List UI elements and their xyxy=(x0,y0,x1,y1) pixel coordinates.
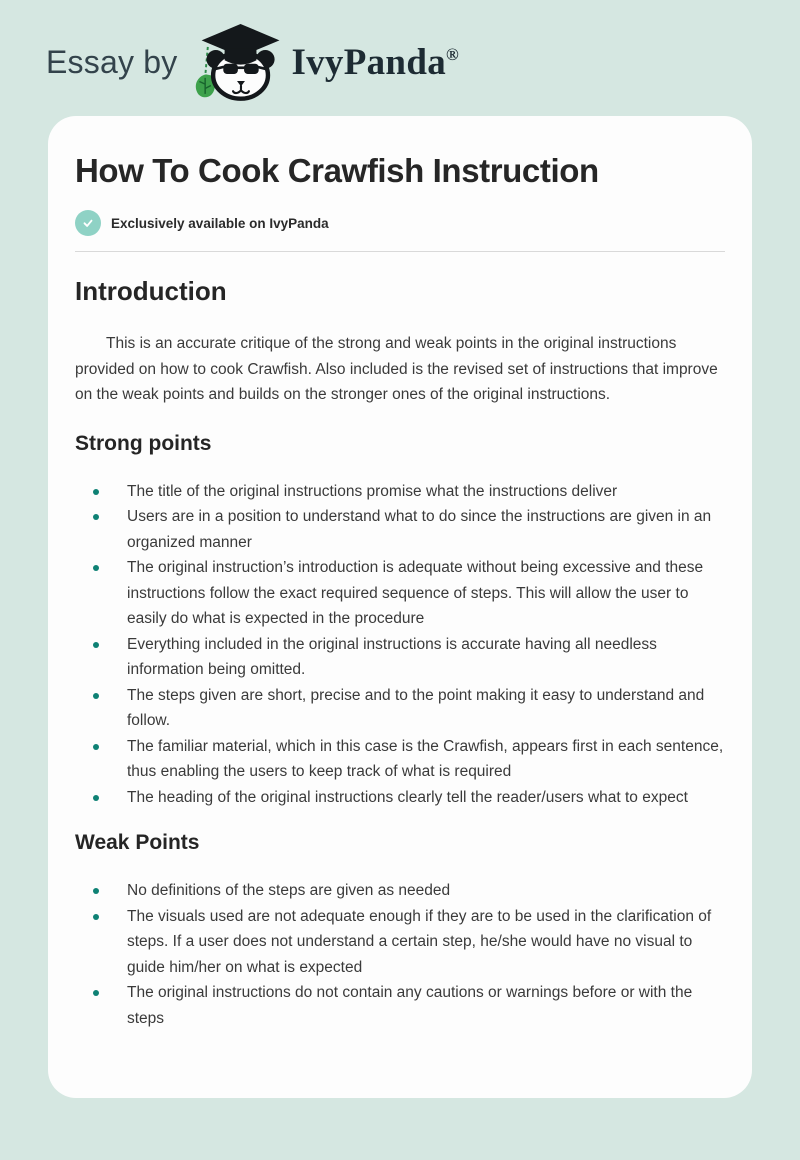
page-title: How To Cook Crawfish Instruction xyxy=(75,152,599,189)
ivypanda-panda-logo-icon xyxy=(191,21,283,103)
essay-by-label: Essay by xyxy=(46,43,178,80)
registered-trademark: ® xyxy=(446,44,459,64)
weak-points-heading: Weak Points xyxy=(75,831,200,854)
introduction-paragraph: This is an accurate critique of the strong and weak points in the original instructions provided on how to cook Crawfish. Also included is the revised set of instructions that improve on the weak points and builds on the stronger ones of the original instructions. xyxy=(75,335,718,403)
list-item: The original instruction’s introduction is adequate without being excessive and these instructions follow the exact required sequence of steps. This will allow the user to easily do what is expected in the procedure xyxy=(75,555,725,632)
list-item: The heading of the original instructions clearly tell the reader/users what to expect xyxy=(75,785,725,811)
weak-points-list xyxy=(75,878,725,1031)
availability-badge-label: Exclusively available on IvyPanda xyxy=(111,215,329,231)
divider xyxy=(75,251,725,252)
list-item: The visuals used are not adequate enough if they are to be used in the clarification of steps. If a user does not understand a certain step, he/she would have no visual to guide him/her on what is expected xyxy=(75,904,725,981)
brand-wordmark xyxy=(291,41,458,84)
list-item: The original instructions do not contain any cautions or warnings before or with the steps xyxy=(75,980,725,1031)
strong-points-list xyxy=(75,479,725,811)
list-item: The familiar material, which in this case is the Crawfish, appears first in each sentence, thus enabling the users to keep track of what is required xyxy=(75,734,725,785)
list-item: No definitions of the steps are given as needed xyxy=(75,878,725,904)
list-item: The title of the original instructions promise what the instructions deliver xyxy=(75,479,725,505)
availability-badge xyxy=(75,210,725,236)
essay-card xyxy=(48,116,752,1098)
brand-name: IvyPanda xyxy=(291,41,446,83)
list-item: Everything included in the original instructions is accurate having all needless information being omitted. xyxy=(75,632,725,683)
list-item: Users are in a position to understand what to do since the instructions are given in an organized manner xyxy=(75,504,725,555)
check-icon xyxy=(75,210,101,236)
site-header xyxy=(0,0,800,110)
introduction-heading: Introduction xyxy=(75,276,227,306)
strong-points-heading: Strong points xyxy=(75,431,212,455)
list-item: The steps given are short, precise and to the point making it easy to understand and follow. xyxy=(75,683,725,734)
